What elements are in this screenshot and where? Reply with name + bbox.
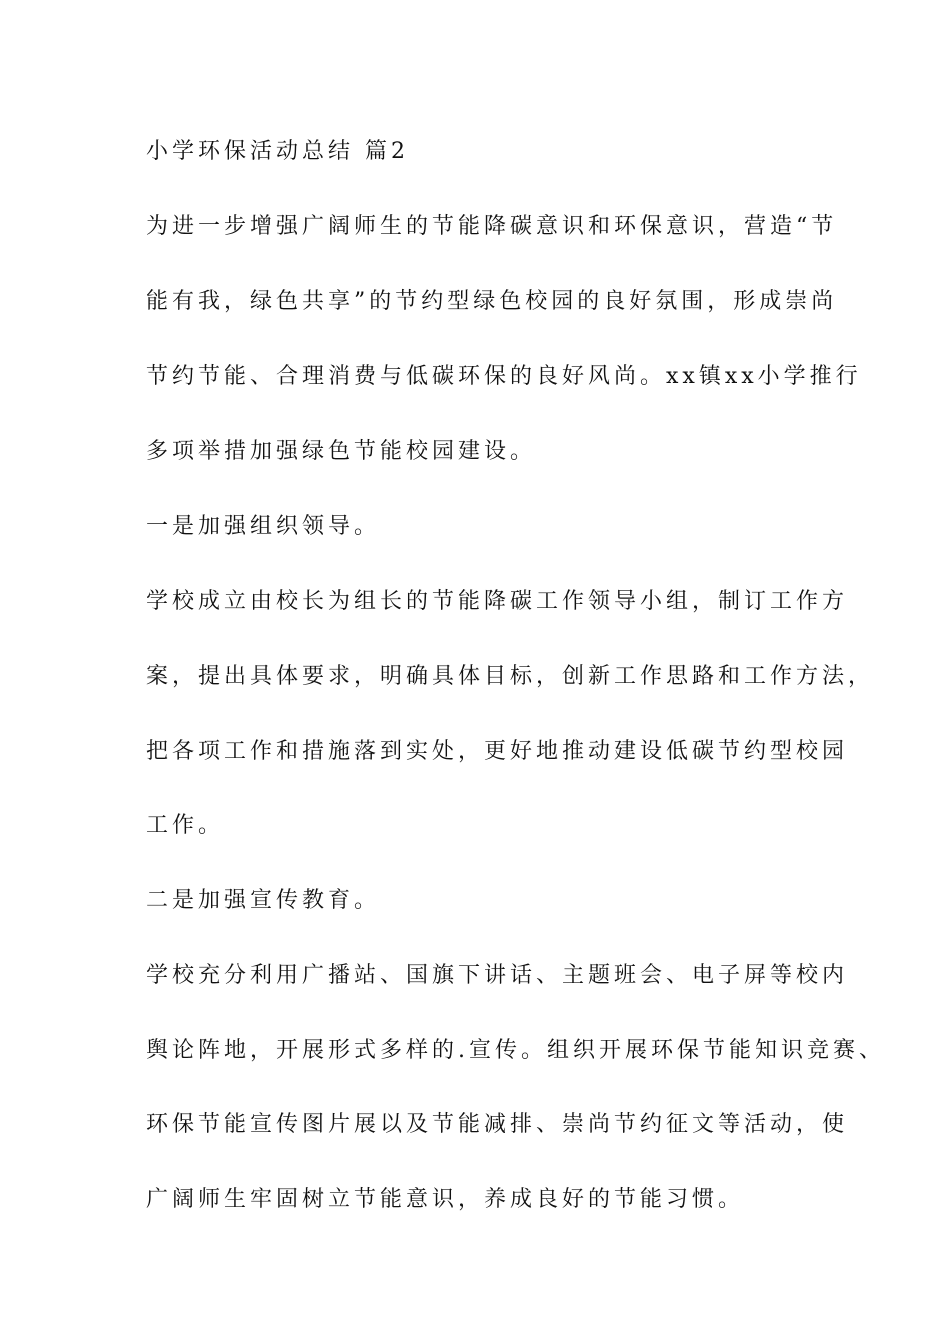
- section-heading-2: 二是加强宣传教育。: [146, 888, 381, 913]
- paragraph-1-line-2: 能有我，绿色共享”的节约型绿色校园的良好氛围，形成崇尚: [146, 289, 838, 314]
- paragraph-3-line-1: 学校充分利用广播站、国旗下讲话、主题班会、电子屏等校内: [146, 963, 849, 988]
- paragraph-2-line-4: 工作。: [146, 813, 225, 838]
- paragraph-1-line-3: 节约节能、合理消费与低碳环保的良好风尚。xx镇xx小学推行: [146, 364, 862, 389]
- paragraph-1-line-1: 为进一步增强广阔师生的节能降碳意识和环保意识，营造“节: [146, 214, 838, 239]
- section-heading-1: 一是加强组织领导。: [146, 514, 381, 539]
- document-title: 小学环保活动总结 篇2: [146, 139, 409, 164]
- paragraph-3-line-2: 舆论阵地，开展形式多样的.宣传。组织开展环保节能知识竞赛、: [146, 1038, 885, 1063]
- paragraph-3-line-3: 环保节能宣传图片展以及节能减排、崇尚节约征文等活动，使: [146, 1112, 849, 1137]
- paragraph-3-line-4: 广阔师生牢固树立节能意识，养成良好的节能习惯。: [146, 1187, 745, 1212]
- paragraph-2-line-3: 把各项工作和措施落到实处，更好地推动建设低碳节约型校园: [146, 739, 849, 764]
- paragraph-1-line-4: 多项举措加强绿色节能校园建设。: [146, 439, 537, 464]
- paragraph-2-line-2: 案，提出具体要求，明确具体目标，创新工作思路和工作方法，: [146, 664, 875, 689]
- paragraph-2-line-1: 学校成立由校长为组长的节能降碳工作领导小组，制订工作方: [146, 589, 849, 614]
